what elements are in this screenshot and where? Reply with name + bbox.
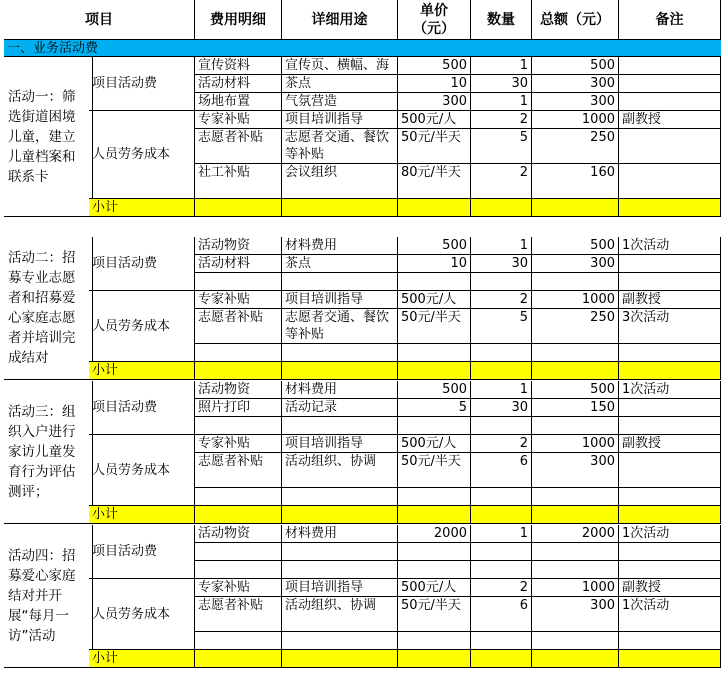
total-cell[interactable]: 300 [532,75,619,93]
fee-detail-cell[interactable]: 专家补贴 [195,435,282,453]
subtotal-cell[interactable] [195,650,282,668]
section-title[interactable]: 一、业务活动费 [4,40,721,57]
subtotal-cell[interactable] [282,199,398,217]
remark-cell[interactable] [619,164,721,199]
subtotal-cell[interactable] [532,362,619,380]
quantity-cell[interactable]: 2 [471,579,532,597]
remark-cell[interactable] [619,273,721,291]
quantity-cell[interactable]: 2 [471,435,532,453]
fee-detail-cell[interactable]: 专家补贴 [195,291,282,309]
remark-cell[interactable]: 副教授 [619,291,721,309]
usage-cell[interactable]: 活动组织、协调 [282,597,398,632]
total-cell[interactable]: 500 [532,381,619,399]
group-label[interactable]: 人员劳务成本 [89,579,195,650]
total-cell[interactable] [532,543,619,561]
total-cell[interactable]: 300 [532,597,619,632]
fee-detail-cell[interactable]: 活动物资 [195,237,282,255]
usage-cell[interactable] [282,417,398,435]
usage-cell[interactable]: 项目培训指导 [282,435,398,453]
header-remark[interactable]: 备注 [619,0,721,40]
remark-cell[interactable]: 1次活动 [619,237,721,255]
total-cell[interactable]: 1000 [532,111,619,129]
unit-price-cell[interactable] [398,561,471,579]
subtotal-cell[interactable] [195,362,282,380]
usage-cell[interactable]: 项目培训指导 [282,579,398,597]
usage-cell[interactable] [282,488,398,506]
activity-name[interactable]: 活动一：筛选街道困境儿童，建立儿童档案和联系卡 [4,57,93,217]
remark-cell[interactable] [619,93,721,111]
fee-detail-cell[interactable] [195,561,282,579]
usage-cell[interactable]: 项目培训指导 [282,111,398,129]
quantity-cell[interactable]: 2 [471,111,532,129]
subtotal-cell[interactable] [619,506,721,524]
subtotal-cell[interactable] [398,362,471,380]
quantity-cell[interactable]: 30 [471,255,532,273]
unit-price-cell[interactable]: 500 [398,237,471,255]
fee-detail-cell[interactable]: 活动物资 [195,381,282,399]
quantity-cell[interactable]: 2 [471,291,532,309]
total-cell[interactable]: 2000 [532,525,619,543]
fee-detail-cell[interactable]: 志愿者补贴 [195,129,282,164]
usage-cell[interactable]: 材料费用 [282,525,398,543]
usage-cell[interactable]: 活动组织、协调 [282,453,398,488]
fee-detail-cell[interactable]: 活动物资 [195,525,282,543]
subtotal-cell[interactable] [282,362,398,380]
quantity-cell[interactable]: 6 [471,453,532,488]
usage-cell[interactable]: 气氛营造 [282,93,398,111]
group-label[interactable]: 项目活动费 [89,525,195,579]
total-cell[interactable]: 300 [532,93,619,111]
quantity-cell[interactable] [471,417,532,435]
fee-detail-cell[interactable]: 专家补贴 [195,111,282,129]
subtotal-label[interactable]: 小计 [89,199,195,217]
total-cell[interactable]: 300 [532,453,619,488]
usage-cell[interactable]: 宣传页、横幅、海 [282,57,398,75]
total-cell[interactable] [532,488,619,506]
unit-price-cell[interactable]: 50元/半天 [398,309,471,344]
fee-detail-cell[interactable] [195,543,282,561]
fee-detail-cell[interactable]: 志愿者补贴 [195,309,282,344]
subtotal-cell[interactable] [398,650,471,668]
fee-detail-cell[interactable]: 专家补贴 [195,579,282,597]
usage-cell[interactable] [282,273,398,291]
unit-price-cell[interactable]: 500 [398,381,471,399]
subtotal-cell[interactable] [619,650,721,668]
quantity-cell[interactable] [471,543,532,561]
subtotal-cell[interactable] [532,506,619,524]
total-cell[interactable]: 250 [532,129,619,164]
usage-cell[interactable]: 茶点 [282,75,398,93]
remark-cell[interactable]: 1次活动 [619,525,721,543]
fee-detail-cell[interactable]: 志愿者补贴 [195,597,282,632]
remark-cell[interactable] [619,632,721,650]
total-cell[interactable]: 150 [532,399,619,417]
remark-cell[interactable]: 1次活动 [619,381,721,399]
subtotal-cell[interactable] [471,650,532,668]
remark-cell[interactable]: 1次活动 [619,597,721,632]
usage-cell[interactable] [282,344,398,362]
unit-price-cell[interactable]: 500元/人 [398,435,471,453]
total-cell[interactable]: 1000 [532,435,619,453]
total-cell[interactable]: 250 [532,309,619,344]
usage-cell[interactable]: 志愿者交通、餐饮等补贴 [282,309,398,344]
quantity-cell[interactable] [471,561,532,579]
unit-price-cell[interactable]: 500元/人 [398,291,471,309]
quantity-cell[interactable]: 1 [471,381,532,399]
usage-cell[interactable] [282,632,398,650]
quantity-cell[interactable]: 5 [471,309,532,344]
subtotal-cell[interactable] [471,506,532,524]
activity-name[interactable]: 活动三：组织入户进行家访儿童发育行为评估测评； [4,381,93,524]
subtotal-label[interactable]: 小计 [89,506,195,524]
total-cell[interactable] [532,273,619,291]
fee-detail-cell[interactable]: 场地布置 [195,93,282,111]
usage-cell[interactable]: 志愿者交通、餐饮等补贴 [282,129,398,164]
header-project[interactable]: 项目 [4,0,195,40]
subtotal-cell[interactable] [619,362,721,380]
remark-cell[interactable] [619,561,721,579]
total-cell[interactable] [532,417,619,435]
unit-price-cell[interactable]: 300 [398,93,471,111]
subtotal-cell[interactable] [195,199,282,217]
remark-cell[interactable] [619,344,721,362]
unit-price-cell[interactable]: 50元/半天 [398,453,471,488]
remark-cell[interactable] [619,453,721,488]
remark-cell[interactable] [619,543,721,561]
remark-cell[interactable] [619,417,721,435]
quantity-cell[interactable]: 1 [471,525,532,543]
group-label[interactable]: 项目活动费 [89,57,195,111]
total-cell[interactable]: 300 [532,255,619,273]
unit-price-cell[interactable] [398,543,471,561]
quantity-cell[interactable]: 30 [471,75,532,93]
subtotal-cell[interactable] [619,199,721,217]
unit-price-cell[interactable] [398,488,471,506]
subtotal-cell[interactable] [532,199,619,217]
total-cell[interactable]: 500 [532,57,619,75]
usage-cell[interactable]: 茶点 [282,255,398,273]
subtotal-cell[interactable] [398,506,471,524]
remark-cell[interactable] [619,255,721,273]
quantity-cell[interactable]: 5 [471,129,532,164]
fee-detail-cell[interactable] [195,417,282,435]
total-cell[interactable]: 160 [532,164,619,199]
subtotal-cell[interactable] [282,506,398,524]
total-cell[interactable] [532,344,619,362]
remark-cell[interactable] [619,488,721,506]
activity-name[interactable]: 活动二：招募专业志愿者和招募爱心家庭志愿者并培训完成结对 [4,237,93,380]
fee-detail-cell[interactable]: 志愿者补贴 [195,453,282,488]
header-unit-price-text: 单价 （元） [413,2,455,37]
quantity-cell[interactable] [471,344,532,362]
quantity-cell[interactable] [471,488,532,506]
quantity-cell[interactable]: 1 [471,237,532,255]
total-cell[interactable]: 1000 [532,291,619,309]
remark-cell[interactable]: 3次活动 [619,309,721,344]
unit-price-cell[interactable]: 10 [398,255,471,273]
total-cell[interactable]: 1000 [532,579,619,597]
subtotal-cell[interactable] [398,199,471,217]
fee-detail-cell[interactable]: 活动材料 [195,75,282,93]
fee-detail-cell[interactable] [195,632,282,650]
fee-detail-cell[interactable]: 照片打印 [195,399,282,417]
unit-price-cell[interactable] [398,417,471,435]
header-total[interactable]: 总额（元） [532,0,619,40]
quantity-cell[interactable]: 1 [471,93,532,111]
usage-cell[interactable]: 项目培训指导 [282,291,398,309]
group-label[interactable]: 项目活动费 [89,237,195,291]
quantity-cell[interactable]: 1 [471,57,532,75]
unit-price-cell[interactable]: 500元/人 [398,111,471,129]
quantity-cell[interactable] [471,273,532,291]
usage-cell[interactable]: 活动记录 [282,399,398,417]
remark-cell[interactable]: 副教授 [619,435,721,453]
quantity-cell[interactable]: 30 [471,399,532,417]
fee-detail-cell[interactable]: 活动材料 [195,255,282,273]
quantity-cell[interactable]: 2 [471,164,532,199]
remark-cell[interactable]: 副教授 [619,111,721,129]
remark-cell[interactable]: 副教授 [619,579,721,597]
usage-cell[interactable] [282,561,398,579]
unit-price-cell[interactable]: 500元/人 [398,579,471,597]
remark-cell[interactable] [619,75,721,93]
group-label[interactable]: 项目活动费 [89,381,195,435]
quantity-cell[interactable]: 6 [471,597,532,632]
usage-cell[interactable]: 材料费用 [282,381,398,399]
fee-detail-cell[interactable]: 社工补贴 [195,164,282,199]
activity-name[interactable]: 活动四：招募爱心家庭结对并开展“每月一访”活动 [4,525,93,668]
subtotal-cell[interactable] [195,506,282,524]
header-fee-detail[interactable]: 费用明细 [195,0,282,40]
group-label[interactable]: 人员劳务成本 [89,291,195,362]
fee-detail-cell[interactable]: 宣传资料 [195,57,282,75]
fee-detail-cell[interactable] [195,488,282,506]
usage-cell[interactable]: 材料费用 [282,237,398,255]
remark-cell[interactable] [619,399,721,417]
quantity-cell[interactable] [471,632,532,650]
unit-price-cell[interactable]: 50元/半天 [398,129,471,164]
remark-cell[interactable] [619,129,721,164]
subtotal-cell[interactable] [471,362,532,380]
unit-price-cell[interactable]: 500 [398,57,471,75]
unit-price-cell[interactable]: 5 [398,399,471,417]
subtotal-cell[interactable] [282,650,398,668]
unit-price-cell[interactable]: 50元/半天 [398,597,471,632]
group-label[interactable]: 人员劳务成本 [89,435,195,506]
remark-cell[interactable] [619,57,721,75]
header-quantity[interactable]: 数量 [471,0,532,40]
total-cell[interactable]: 500 [532,237,619,255]
unit-price-cell[interactable]: 80元/半天 [398,164,471,199]
unit-price-cell[interactable]: 2000 [398,525,471,543]
header-usage[interactable]: 详细用途 [282,0,398,40]
unit-price-cell[interactable]: 10 [398,75,471,93]
total-cell[interactable] [532,632,619,650]
fee-detail-cell[interactable] [195,344,282,362]
usage-cell[interactable] [282,543,398,561]
subtotal-label[interactable]: 小计 [89,650,195,668]
header-unit-price[interactable] [398,0,471,40]
usage-cell[interactable]: 会议组织 [282,164,398,199]
subtotal-cell[interactable] [471,199,532,217]
total-cell[interactable] [532,561,619,579]
subtotal-label[interactable]: 小计 [89,362,195,380]
group-label[interactable]: 人员劳务成本 [89,111,195,199]
subtotal-cell[interactable] [532,650,619,668]
unit-price-cell[interactable] [398,632,471,650]
unit-price-cell[interactable] [398,344,471,362]
unit-price-cell[interactable] [398,273,471,291]
fee-detail-cell[interactable] [195,273,282,291]
